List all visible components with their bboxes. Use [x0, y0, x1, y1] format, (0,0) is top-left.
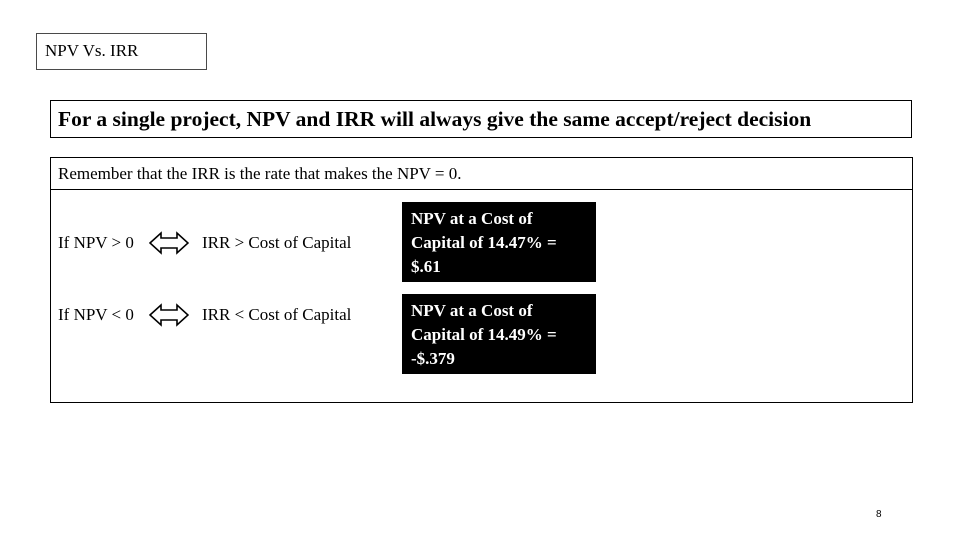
result-irr-less: IRR < Cost of Capital [202, 305, 352, 324]
condition-npv-negative: If NPV < 0 [58, 305, 134, 324]
key-statement: For a single project, NPV and IRR will always give the same accept/reject decision [50, 100, 912, 138]
condition-npv-positive: If NPV > 0 [58, 233, 134, 252]
npv-box-line: Capital of 14.47% = [411, 233, 557, 252]
result-irr-greater: IRR > Cost of Capital [202, 233, 352, 252]
npv-box-line: NPV at a Cost of [411, 301, 533, 320]
npv-result-box-positive [402, 202, 596, 282]
npv-box-line: Capital of 14.49% = [411, 325, 557, 344]
npv-box-line: -$.379 [411, 349, 455, 368]
slide-title: NPV Vs. IRR [36, 33, 207, 70]
npv-box-line: $.61 [411, 257, 441, 276]
remember-note: Remember that the IRR is the rate that makes the NPV = 0. [51, 158, 912, 190]
npv-result-box-negative [402, 294, 596, 374]
double-arrow-icon [149, 303, 189, 327]
npv-box-line: NPV at a Cost of [411, 209, 533, 228]
double-arrow-icon [149, 231, 189, 255]
page-number: 8 [876, 509, 882, 520]
content-box [50, 157, 913, 403]
